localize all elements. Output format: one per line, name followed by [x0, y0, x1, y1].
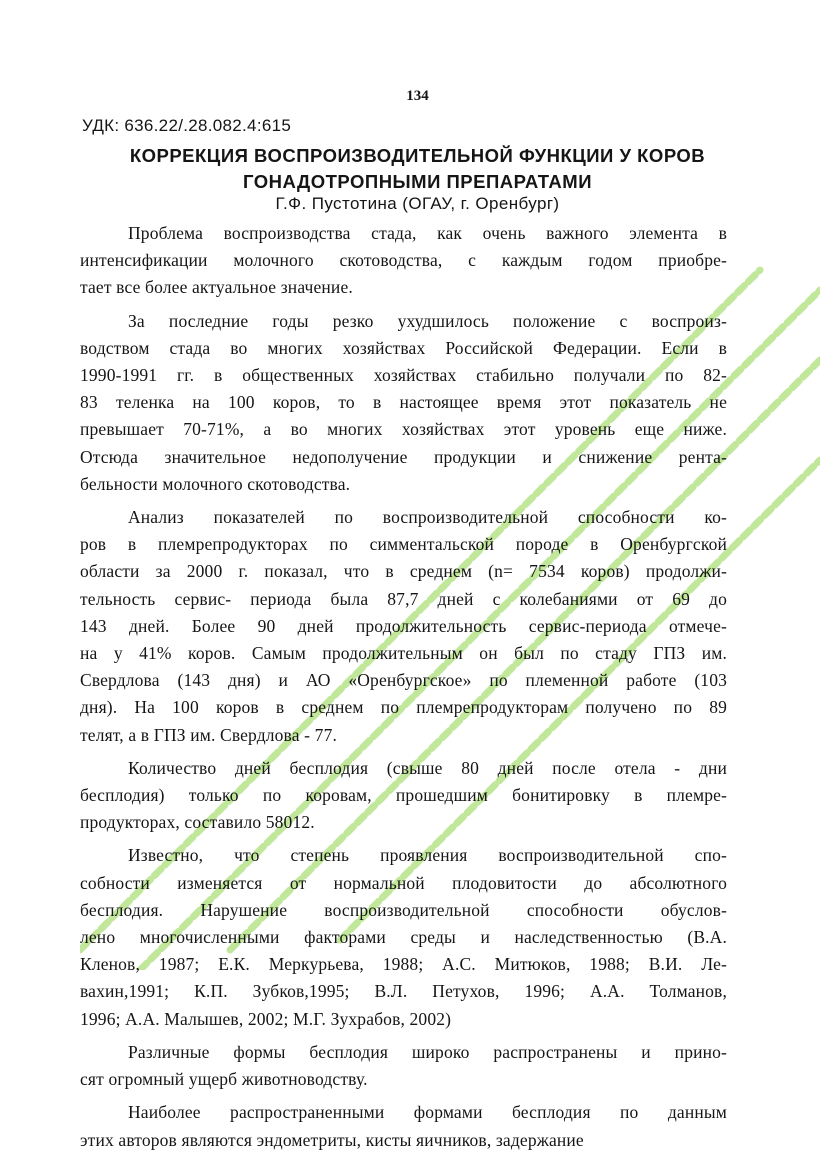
text-line: Отсюда значительное недополучение продукции и снижение рента- — [80, 446, 727, 467]
text-line: продукторах, составило 58012. — [80, 812, 315, 833]
article-title — [60, 143, 775, 195]
article-body — [80, 220, 727, 1160]
udk-code: УДК: 636.22/.28.082.4:615 — [82, 116, 292, 135]
article-author: Г.Ф. Пустотина (ОГАУ, г. Оренбург) — [275, 194, 560, 213]
article-title-line-1: КОРРЕКЦИЯ ВОСПРОИЗВОДИТЕЛЬНОЙ ФУНКЦИИ У КОРОВ — [129, 145, 706, 166]
text-line: водством стада во многих хозяйствах Российской Федерации. Если в — [80, 337, 727, 358]
paragraph — [80, 308, 727, 498]
text-line: на у 41% коров. Самым продолжительным он был по стаду ГПЗ им. — [80, 643, 727, 664]
text-line: дня). На 100 коров в среднем по племрепродукторам получено по 89 — [80, 697, 727, 718]
text-line: 83 теленка на 100 коров, то в настоящее время этот показатель не — [80, 392, 727, 413]
text-line: Наиболее распространенными формами бесплодия по данным — [128, 1102, 727, 1123]
text-line: лено многочисленными факторами среды и наследственностью (В.А. — [80, 927, 727, 948]
text-line: бесплодия) только по коровам, прошедшим бонитировку в племре- — [80, 785, 727, 806]
text-line: тает все более актуальное значение. — [80, 277, 353, 298]
text-line: вахин,1991; К.П. Зубков,1995; В.Л. Петухов, 1996; А.А. Толманов, — [80, 981, 727, 1002]
paragraph — [80, 842, 727, 1032]
text-line: Свердлова (143 дня) и АО «Оренбургское» по племенной работе (103 — [80, 670, 727, 691]
text-line: тельность сервис- периода была 87,7 дней с колебаниями от 69 до — [80, 588, 727, 609]
text-line: сят огромный ущерб животноводству. — [80, 1069, 368, 1090]
text-line: 1996; А.А. Малышев, 2002; М.Г. Зухрабов, 2002) — [80, 1008, 452, 1029]
paragraph — [80, 1099, 727, 1153]
text-line: ров в племрепродукторах по симментальской породе в Оренбургской — [80, 534, 727, 555]
text-line: Известно, что степень проявления воспроизводительной спо- — [128, 845, 727, 866]
text-line: этих авторов являются эндометриты, кисты яичников, задержание — [80, 1129, 584, 1150]
paragraph — [80, 220, 727, 302]
paragraph — [80, 1039, 727, 1093]
text-line: Проблема воспроизводства стада, как очень важного элемента в — [128, 223, 727, 243]
text-line: бесплодия. Нарушение воспроизводительной способности обуслов- — [80, 899, 727, 920]
paragraph — [80, 755, 727, 837]
text-line: 143 дней. Более 90 дней продолжительность сервис-периода отмече- — [80, 615, 727, 636]
text-line: собности изменяется от нормальной плодовитости до абсолютного — [80, 872, 727, 893]
article-title-line-2: ГОНАДОТРОПНЫМИ ПРЕПАРАТАМИ — [243, 171, 592, 192]
text-line: За последние годы резко ухудшилось положение с воспроиз- — [128, 310, 727, 331]
text-line: Кленов, 1987; Е.К. Меркурьева, 1988; А.С. Митюков, 1988; В.И. Ле- — [80, 954, 727, 975]
text-line: Различные формы бесплодия широко распространены и прино- — [128, 1041, 727, 1062]
text-line: Анализ показателей по воспроизводительной способности ко- — [128, 507, 727, 528]
text-line: 1990-1991 гг. в общественных хозяйствах стабильно получали по 82- — [80, 365, 727, 386]
text-line: интенсификации молочного скотоводства, с каждым годом приобре- — [80, 250, 727, 271]
page-number: 134 — [406, 88, 429, 104]
text-line: Количество дней бесплодия (свыше 80 дней после отела - дни — [128, 757, 727, 778]
text-line: области за 2000 г. показал, что в среднем (n= 7534 коров) продолжи- — [80, 561, 727, 582]
text-line: телят, а в ГПЗ им. Свердлова - 77. — [80, 724, 338, 745]
paragraph — [80, 504, 727, 749]
text-line: бельности молочного скотоводства. — [80, 473, 351, 494]
text-line: превышает 70-71%, а во многих хозяйствах этот уровень еще ниже. — [80, 419, 727, 440]
